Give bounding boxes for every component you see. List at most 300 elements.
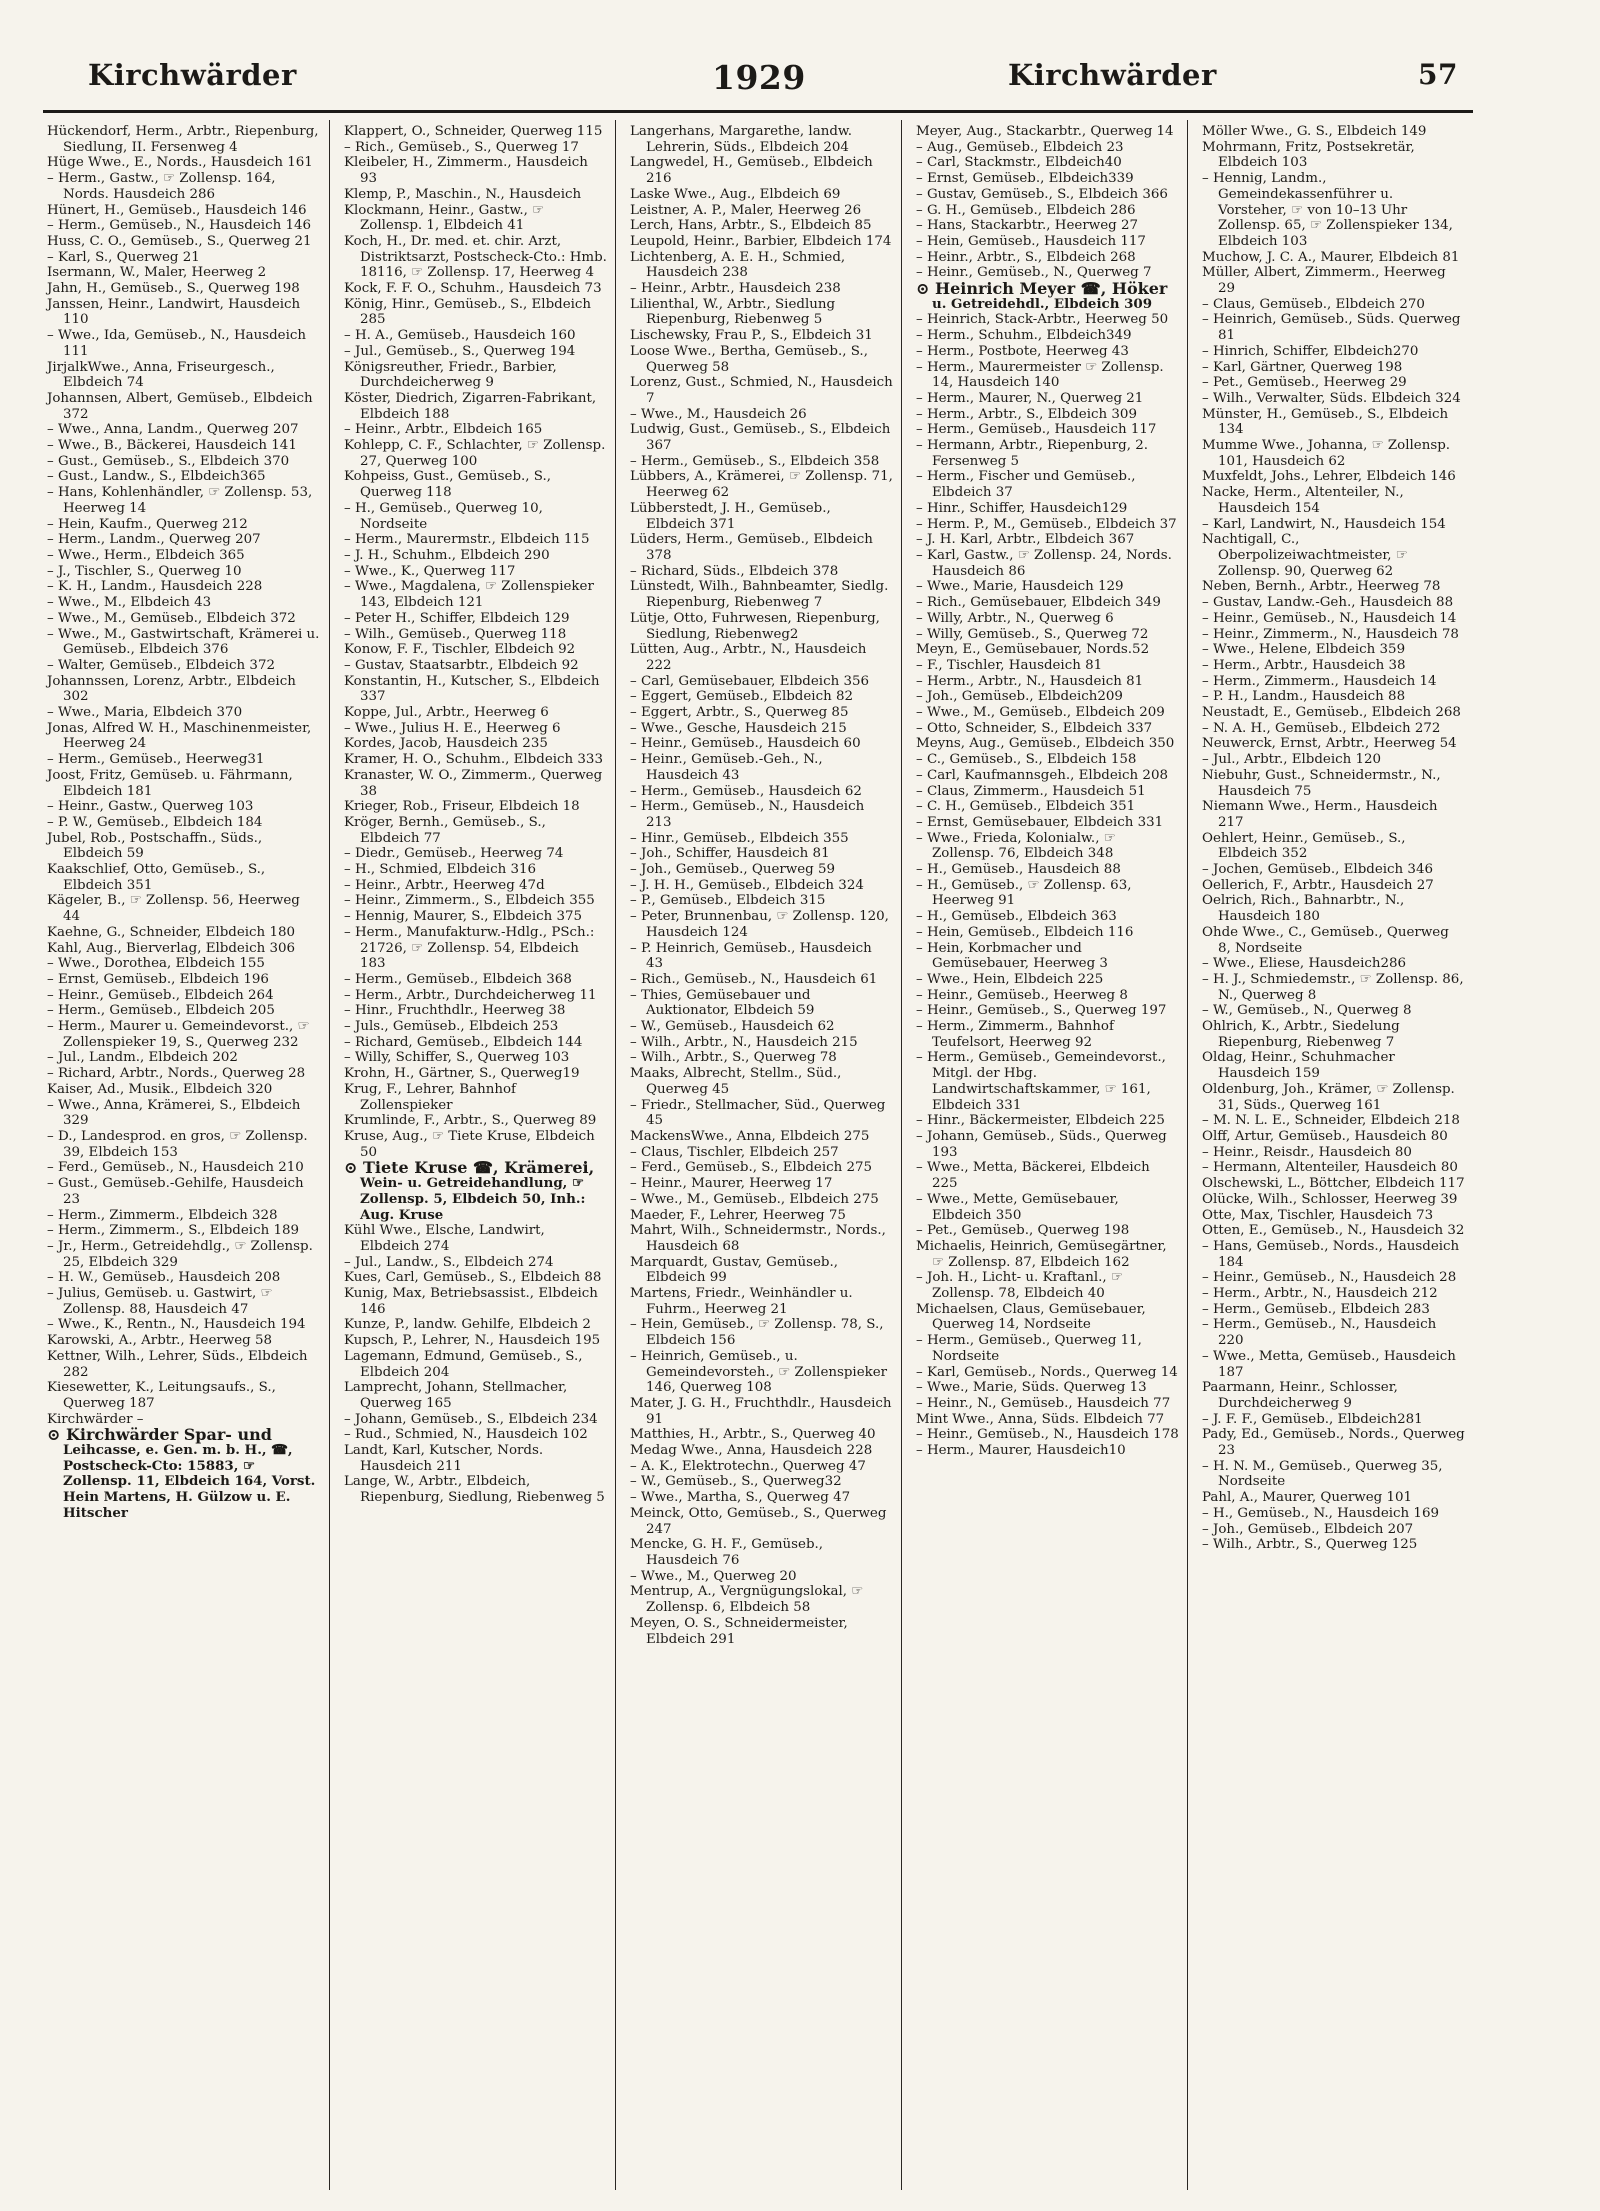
directory-entry: – Wwe., M., Hausdeich 26 — [630, 406, 807, 422]
directory-entry: Köster, Diedrich, Zigarren-Fabrikant, Elbdeich 188 — [344, 390, 597, 422]
directory-entry: Pahl, A., Maurer, Querweg 101 — [1202, 1490, 1413, 1506]
directory-entry: – Herm., Gemüseb., Gemeindevorst., Mitgl. der Hbg. Landwirtschaftskammer, ☞ 161, Elbdeich 331 — [916, 1050, 1166, 1113]
directory-entry: Maaks, Albrecht, Stellm., Süd., Querweg 45 — [630, 1066, 842, 1097]
directory-column-5 — [1187, 120, 1473, 2190]
directory-entry: – J. H., Schuhm., Elbdeich 290 — [344, 547, 550, 563]
directory-entry: – Heinr., Gemüseb., N., Querweg 7 — [916, 265, 1152, 281]
directory-entry: Matthies, H., Arbtr., S., Querweg 40 — [630, 1427, 876, 1443]
directory-entry: – Wwe., Julius H. E., Heerweg 6 — [344, 720, 561, 736]
directory-entry: – J. H. Karl, Arbtr., Elbdeich 367 — [916, 532, 1135, 548]
directory-entry: – M. N. L. E., Schneider, Elbdeich 218 — [1202, 1113, 1460, 1129]
directory-entry: – Jul., Arbtr., Elbdeich 120 — [1202, 752, 1382, 768]
directory-entry: Kordes, Jacob, Hausdeich 235 — [344, 736, 548, 752]
directory-entry: – Hein, Gemüseb., Elbdeich 116 — [916, 924, 1134, 940]
directory-entry: – A. K., Elektrotechn., Querweg 47 — [630, 1458, 866, 1474]
directory-entry: – H., Schmied, Elbdeich 316 — [344, 862, 537, 878]
directory-entry: Janssen, Heinr., Landwirt, Hausdeich 110 — [47, 296, 301, 328]
directory-entry: Lamprecht, Johann, Stellmacher, Querweg 165 — [344, 1380, 568, 1411]
directory-entry: Otten, E., Gemüseb., N., Hausdeich 32 — [1202, 1223, 1465, 1239]
directory-entry: Maeder, F., Lehrer, Heerweg 75 — [630, 1207, 846, 1223]
directory-entry: – Herm., Gemüseb., Heerweg31 — [47, 752, 265, 768]
directory-entry: – Ernst, Gemüsebauer, Elbdeich 331 — [916, 814, 1164, 830]
directory-entry: Olff, Artur, Gemüseb., Hausdeich 80 — [1202, 1129, 1448, 1144]
directory-entry: – Herm., Gemüseb., Elbdeich 283 — [1202, 1301, 1430, 1317]
directory-entry: – P. Heinrich, Gemüseb., Hausdeich 43 — [630, 940, 872, 972]
directory-column-2 — [329, 120, 615, 2190]
directory-entry: – Heinr., Reisdr., Hausdeich 80 — [1202, 1144, 1412, 1160]
directory-entry: Johannsen, Albert, Gemüseb., Elbdeich 372 — [47, 390, 313, 422]
directory-entry: – Joh., Schiffer, Hausdeich 81 — [630, 846, 830, 862]
directory-entry: Oldenburg, Joh., Krämer, ☞ Zollensp. 31, Süds., Querweg 161 — [1202, 1081, 1455, 1113]
directory-entry: – Johann, Gemüseb., S., Elbdeich 234 — [344, 1411, 598, 1427]
directory-entry: Ohde Wwe., C., Gemüseb., Querweg 8, Nordseite — [1202, 924, 1449, 956]
directory-entry: – Juls., Gemüseb., Elbdeich 253 — [344, 1019, 559, 1035]
directory-entry: – Heinr., Gemüseb., Hausdeich 60 — [630, 736, 861, 752]
directory-entry: – Friedr., Stellmacher, Süd., Querweg 45 — [630, 1097, 886, 1129]
directory-entry: – Heinr., Zimmerm., N., Hausdeich 78 — [1202, 626, 1459, 642]
directory-entry: Nacke, Herm., Altenteiler, N., Hausdeich 154 — [1202, 485, 1404, 516]
directory-entry: Krug, F., Lehrer, Bahnhof Zollenspieker — [344, 1081, 517, 1113]
directory-entry: Kröger, Bernh., Gemüseb., S., Elbdeich 77 — [344, 814, 546, 846]
directory-entry: – J. H. H., Gemüseb., Elbdeich 324 — [630, 877, 864, 893]
directory-entry: Jahn, H., Gemüseb., S., Querweg 198 — [47, 281, 300, 297]
directory-entry: – Wwe., Mette, Gemüsebauer, Elbdeich 350 — [916, 1191, 1119, 1223]
directory-entry: – Karl, Landwirt, N., Hausdeich 154 — [1202, 516, 1446, 532]
directory-entry: – Hein, Gemüseb., ☞ Zollensp. 78, S., Elbdeich 156 — [630, 1317, 884, 1349]
directory-entry: Kirchwärder – — [47, 1411, 144, 1427]
directory-entry: – D., Landesprod. en gros, ☞ Zollensp. 39, Elbdeich 153 — [47, 1129, 308, 1160]
directory-entry: Hünert, H., Gemüseb., Hausdeich 146 — [47, 202, 307, 218]
directory-entry: – Hinr., Bäckermeister, Elbdeich 225 — [916, 1113, 1165, 1129]
directory-entry: – N. A. H., Gemüseb., Elbdeich 272 — [1202, 720, 1441, 736]
directory-entry: – Wwe., M., Gemüseb., Elbdeich 372 — [47, 610, 296, 626]
directory-entry: – Wwe., M., Gastwirtschaft, Krämerei u. Gemüseb., Elbdeich 376 — [47, 626, 320, 658]
directory-entry: Lütten, Aug., Arbtr., N., Hausdeich 222 — [630, 642, 867, 673]
directory-entry: Müller, Albert, Zimmerm., Heerweg 29 — [1202, 265, 1446, 297]
directory-entry: – Herm., Manufakturw.-Hdlg., PSch.: 21726, ☞ Zollensp. 54, Elbdeich 183 — [344, 924, 595, 972]
directory-entry: Kaiser, Ad., Musik., Elbdeich 320 — [47, 1081, 273, 1097]
directory-entry: – Joh., Gemüseb., Elbdeich 207 — [1202, 1521, 1414, 1537]
directory-entry: – Otto, Schneider, S., Elbdeich 337 — [916, 720, 1153, 736]
directory-entry: Klemp, P., Maschin., N., Hausdeich — [344, 186, 582, 202]
directory-entry: – Hein, Gemüseb., Hausdeich 117 — [916, 233, 1146, 249]
directory-entry: Michaelsen, Claus, Gemüsebauer, Querweg 14, Nordseite — [916, 1301, 1146, 1333]
directory-entry: – Ferd., Gemüseb., N., Hausdeich 210 — [47, 1160, 304, 1176]
directory-entry: – Walter, Gemüseb., Elbdeich 372 — [47, 657, 275, 673]
directory-entry: – Herm., Maurer u. Gemeindevorst., ☞ Zollenspieker 19, S., Querweg 232 — [47, 1019, 310, 1050]
directory-entry: Lichtenberg, A. E. H., Schmied, Hausdeich 238 — [630, 249, 846, 281]
directory-entry: Meyn, E., Gemüsebauer, Nords.52 — [916, 642, 1150, 658]
directory-entry: – Herm., Zimmerm., Hausdeich 14 — [1202, 673, 1437, 689]
running-head-year: 1929 — [712, 58, 806, 97]
directory-entry: ⊙ Kirchwärder Spar- und Leihcasse, e. Gen. m. b. H., ☎, Postscheck-Cto: 15883, ☞ Zollensp. 11, Elbdeich 164, Vorst. Hein Martens, H. Gülzow u. E. Hitscher — [47, 1425, 316, 1521]
directory-entry: – Wwe., Frieda, Kolonialw., ☞ Zollensp. 76, Elbdeich 348 — [916, 830, 1116, 862]
directory-entry: Neuwerck, Ernst, Arbtr., Heerweg 54 — [1202, 736, 1457, 752]
directory-entry: – Wwe., Gesche, Hausdeich 215 — [630, 720, 847, 736]
directory-entry: – Karl, Gemüseb., Nords., Querweg 14 — [916, 1364, 1178, 1380]
directory-entry: – H., Gemüseb., Querweg 10, Nordseite — [344, 500, 543, 532]
directory-entry: – Herm., Gemüseb., Hausdeich 62 — [630, 783, 862, 799]
directory-entry: – Jul., Landm., Elbdeich 202 — [47, 1050, 238, 1066]
directory-entry: – Jochen, Gemüseb., Elbdeich 346 — [1202, 862, 1433, 878]
directory-entry: Laske Wwe., Aug., Elbdeich 69 — [630, 186, 841, 202]
directory-entry: – Herm., Maurermeister ☞ Zollensp. 14, Hausdeich 140 — [916, 359, 1164, 391]
directory-entry: – Herm., Arbtr., N., Hausdeich 81 — [916, 673, 1144, 689]
directory-entry: Kues, Carl, Gemüseb., S., Elbdeich 88 — [344, 1270, 602, 1286]
directory-entry: Langwedel, H., Gemüseb., Elbdeich 216 — [630, 155, 873, 187]
directory-entry: – Karl, S., Querweg 21 — [47, 249, 200, 265]
directory-entry: – Julius, Gemüseb. u. Gastwirt, ☞ Zollensp. 88, Hausdeich 47 — [47, 1286, 273, 1317]
directory-entry: Lütje, Otto, Fuhrwesen, Riepenburg, Siedlung, Riebenweg2 — [630, 610, 880, 642]
directory-entry: – Hinr., Gemüseb., Elbdeich 355 — [630, 830, 849, 846]
directory-entry: – Willy, Gemüseb., S., Querweg 72 — [916, 626, 1149, 642]
directory-entry: – Wwe., Anna, Krämerei, S., Elbdeich 329 — [47, 1097, 301, 1129]
directory-entry: – Wwe., K., Rentn., N., Hausdeich 194 — [47, 1317, 306, 1333]
directory-entry: – Wwe., B., Bäckerei, Hausdeich 141 — [47, 438, 297, 454]
directory-entry: Kunze, P., landw. Gehilfe, Elbdeich 2 — [344, 1317, 591, 1333]
directory-entry: – Wwe., Herm., Elbdeich 365 — [47, 547, 245, 563]
directory-entry: Lerch, Hans, Arbtr., S., Elbdeich 85 — [630, 218, 872, 234]
directory-entry: Lübbers, A., Krämerei, ☞ Zollensp. 71, Heerweg 62 — [630, 469, 893, 501]
directory-entry: – Wwe., Martha, S., Querweg 47 — [630, 1490, 851, 1506]
directory-entry: – Ernst, Gemüseb., Elbdeich 196 — [47, 971, 269, 987]
directory-entry: – P., Gemüseb., Elbdeich 315 — [630, 893, 826, 909]
directory-entry: – Gustav, Gemüseb., S., Elbdeich 366 — [916, 186, 1168, 202]
directory-entry: – Wwe., Magdalena, ☞ Zollenspieker 143, Elbdeich 121 — [344, 579, 594, 611]
directory-entry: – Wilh., Arbtr., S., Querweg 125 — [1202, 1537, 1418, 1553]
directory-entry: – Herm., Landm., Querweg 207 — [47, 532, 261, 548]
directory-entry: – Heinr., Gemüseb., N., Hausdeich 14 — [1202, 610, 1457, 626]
directory-entry: – Joh. H., Licht- u. Kraftanl., ☞ Zollensp. 78, Elbdeich 40 — [916, 1270, 1123, 1302]
directory-entry: – K. H., Landm., Hausdeich 228 — [47, 579, 263, 595]
directory-entry: – Wwe., Metta, Bäckerei, Elbdeich 225 — [916, 1160, 1150, 1192]
directory-entry: – Jul., Gemüseb., S., Querweg 194 — [344, 343, 576, 359]
directory-entry: – Herm., Arbtr., Durchdeicherweg 11 — [344, 987, 597, 1003]
directory-entry: Meyer, Aug., Stackarbtr., Querweg 14 — [916, 124, 1174, 139]
directory-entry: Kägeler, B., ☞ Zollensp. 56, Heerweg 44 — [47, 893, 300, 925]
directory-entry: – Jul., Landw., S., Elbdeich 274 — [344, 1254, 554, 1270]
directory-entry: – Hennig, Maurer, S., Elbdeich 375 — [344, 909, 583, 925]
directory-entry: – Wwe., Anna, Landm., Querweg 207 — [47, 422, 299, 438]
directory-entry: – Herm., Maurer, N., Querweg 21 — [916, 390, 1144, 406]
directory-entry: Königsreuther, Friedr., Barbier, Durchdeicherweg 9 — [344, 359, 557, 391]
directory-entry: Klappert, O., Schneider, Querweg 115 — [344, 124, 603, 139]
directory-entry: – Heinr., N., Gemüseb., Hausdeich 77 — [916, 1395, 1171, 1411]
directory-entry: Mater, J. G. H., Fruchthdlr., Hausdeich 91 — [630, 1395, 892, 1427]
directory-entry: Oellerich, F., Arbtr., Hausdeich 27 — [1202, 877, 1434, 893]
directory-column-4 — [901, 120, 1187, 2190]
directory-entry: – Willy, Arbtr., N., Querweg 6 — [916, 610, 1114, 626]
directory-entry: – Wwe., Marie, Süds. Querweg 13 — [916, 1380, 1147, 1396]
directory-entry: – Peter, Brunnenbau, ☞ Zollensp. 120, Hausdeich 124 — [630, 909, 889, 940]
directory-entry: – Diedr., Gemüseb., Heerweg 74 — [344, 846, 564, 862]
directory-entry: – P. W., Gemüseb., Elbdeich 184 — [47, 814, 263, 830]
directory-entry: Konstantin, H., Kutscher, S., Elbdeich 337 — [344, 673, 600, 705]
directory-entry: – Joh., Gemüseb., Elbdeich209 — [916, 689, 1123, 705]
directory-entry: Hückendorf, Herm., Arbtr., Riepenburg, Siedlung, II. Fersenweg 4 — [47, 124, 319, 155]
directory-entry: – Herm., Fischer und Gemüseb., Elbdeich 37 — [916, 469, 1136, 501]
directory-entry: – Herm., Schuhm., Elbdeich349 — [916, 328, 1132, 344]
directory-entry: – Gust., Gemüseb., S., Elbdeich 370 — [47, 453, 290, 469]
directory-entry: Kock, F. F. O., Schuhm., Hausdeich 73 — [344, 281, 602, 297]
directory-entry: Neustadt, E., Gemüseb., Elbdeich 268 — [1202, 705, 1461, 721]
directory-entry: – W., Gemüseb., S., Querweg32 — [630, 1474, 842, 1490]
directory-entry: – Herm., Gemüseb., N., Hausdeich 146 — [47, 218, 312, 234]
directory-entry: Joost, Fritz, Gemüseb. u. Fährmann, Elbdeich 181 — [47, 767, 293, 799]
directory-entry: Koppe, Jul., Arbtr., Heerweg 6 — [344, 705, 549, 721]
directory-entry: – Wilh., Arbtr., S., Querweg 78 — [630, 1050, 837, 1066]
directory-entry: Leistner, A. P., Maler, Heerweg 26 — [630, 202, 862, 218]
directory-entry: – Rich., Gemüsebauer, Elbdeich 349 — [916, 595, 1161, 611]
directory-entry: – Herm. P., M., Gemüseb., Elbdeich 37 — [916, 516, 1177, 532]
directory-entry: – Wwe., Marie, Hausdeich 129 — [916, 579, 1124, 595]
running-head-right: Kirchwärder — [1008, 58, 1217, 92]
directory-entry: Kleibeler, H., Zimmerm., Hausdeich 93 — [344, 155, 588, 187]
directory-entry: – Herm., Gemüseb., N., Hausdeich 213 — [630, 799, 865, 830]
directory-entry: – Herm., Gastw., ☞ Zollensp. 164, Nords. Hausdeich 286 — [47, 171, 276, 202]
directory-entry: – Herm., Zimmerm., Elbdeich 328 — [47, 1207, 278, 1223]
directory-entry: – Wilh., Arbtr., N., Hausdeich 215 — [630, 1034, 858, 1050]
directory-entry: – W., Gemüseb., Hausdeich 62 — [630, 1019, 835, 1035]
directory-entry: – Heinrich, Stack-Arbtr., Heerweg 50 — [916, 312, 1169, 328]
directory-entry: Kahl, Aug., Bierverlag, Elbdeich 306 — [47, 940, 296, 956]
directory-entry: – H., Gemüseb., Elbdeich 363 — [916, 909, 1117, 925]
directory-entry: Pady, Ed., Gemüseb., Nords., Querweg 23 — [1202, 1427, 1465, 1459]
directory-entry: – F., Tischler, Hausdeich 81 — [916, 657, 1103, 673]
directory-entry: – Wwe., K., Querweg 117 — [344, 563, 516, 579]
directory-entry: Klockmann, Heinr., Gastw., ☞ Zollensp. 1, Elbdeich 41 — [344, 202, 545, 234]
directory-entry: Mahrt, Wilh., Schneidermstr., Nords., Hausdeich 68 — [630, 1223, 886, 1254]
directory-entry: Meinck, Otto, Gemüseb., S., Querweg 247 — [630, 1505, 887, 1537]
directory-entry: – Carl, Stackmstr., Elbdeich40 — [916, 155, 1122, 171]
directory-entry: – Wwe., Dorothea, Elbdeich 155 — [47, 956, 265, 972]
directory-entry: – G. H., Gemüseb., Elbdeich 286 — [916, 202, 1136, 218]
directory-entry: Krumlinde, F., Arbtr., S., Querweg 89 — [344, 1113, 597, 1129]
directory-entry: – Heinr., Arbtr., Hausdeich 238 — [630, 281, 841, 297]
directory-entry: – Herm., Gemüseb., Elbdeich 205 — [47, 1003, 275, 1019]
directory-entry: Muchow, J. C. A., Maurer, Elbdeich 81 — [1202, 249, 1460, 265]
directory-entry: – Claus, Zimmerm., Hausdeich 51 — [916, 783, 1146, 799]
directory-entry: Mencke, G. H. F., Gemüseb., Hausdeich 76 — [630, 1537, 824, 1568]
directory-entry: – Heinr., Arbtr., Heerweg 47d — [344, 877, 545, 893]
directory-entry: – Hein, Korbmacher und Gemüsebauer, Heerweg 3 — [916, 940, 1108, 972]
directory-entry: – Wilh., Gemüseb., Querweg 118 — [344, 626, 567, 642]
directory-entry: – Wwe., M., Querweg 20 — [630, 1568, 797, 1584]
directory-entry: Lange, W., Arbtr., Elbdeich, Riepenburg, Siedlung, Riebenweg 5 — [344, 1474, 605, 1506]
directory-entry: Kohpeiss, Gust., Gemüseb., S., Querweg 118 — [344, 469, 551, 501]
directory-entry: Mint Wwe., Anna, Süds. Elbdeich 77 — [916, 1411, 1165, 1427]
directory-entry: – Herm., Arbtr., S., Elbdeich 309 — [916, 406, 1137, 422]
directory-entry: – Heinr., Gemüseb.-Geh., N., Hausdeich 43 — [630, 752, 823, 783]
directory-entry: – Gust., Gemüseb.-Gehilfe, Hausdeich 23 — [47, 1176, 304, 1207]
directory-entry: – Wwe., Eliese, Hausdeich286 — [1202, 956, 1407, 972]
directory-entry: – Heinr., Maurer, Heerweg 17 — [630, 1176, 833, 1192]
directory-entry: – Hinr., Fruchthdlr., Heerweg 38 — [344, 1003, 566, 1019]
directory-entry: Mohrmann, Fritz, Postsekretär, Elbdeich 103 — [1202, 139, 1415, 171]
directory-entry: – Carl, Gemüsebauer, Elbdeich 356 — [630, 673, 870, 689]
directory-entry: Kruse, Aug., ☞ Tiete Kruse, Elbdeich 50 — [344, 1129, 595, 1160]
directory-entry: Meyns, Aug., Gemüseb., Elbdeich 350 — [916, 736, 1175, 752]
directory-entry: Niebuhr, Gust., Schneidermstr., N., Hausdeich 75 — [1202, 767, 1441, 799]
directory-entry: – Eggert, Arbtr., S., Querweg 85 — [630, 705, 849, 721]
directory-entry: – J., Tischler, S., Querweg 10 — [47, 563, 242, 579]
directory-entry: – Heinr., Arbtr., Elbdeich 165 — [344, 422, 543, 438]
directory-entry: – H. N. M., Gemüseb., Querweg 35, Nordseite — [1202, 1458, 1443, 1490]
directory-entry: Landt, Karl, Kutscher, Nords. Hausdeich 211 — [344, 1443, 544, 1474]
directory-entry: Muxfeldt, Johs., Lehrer, Elbdeich 146 — [1202, 469, 1456, 485]
directory-entry: ⊙ Heinrich Meyer ☎, Höker u. Getreidehdl., Elbdeich 309 — [916, 279, 1168, 312]
directory-entry: Koch, H., Dr. med. et. chir. Arzt, Distriktsarzt, Postscheck-Cto.: Hmb. 18116, ☞ Zollensp. 17, Heerweg 4 — [344, 233, 607, 281]
directory-entry: Otte, Max, Tischler, Hausdeich 73 — [1202, 1207, 1434, 1223]
directory-entry: – Johann, Gemüseb., Süds., Querweg 193 — [916, 1129, 1167, 1160]
directory-entry: – Wwe., Metta, Gemüseb., Hausdeich 187 — [1202, 1348, 1456, 1380]
directory-entry: – H., Gemüseb., N., Hausdeich 169 — [1202, 1505, 1439, 1521]
directory-entry: Neben, Bernh., Arbtr., Heerweg 78 — [1202, 579, 1441, 595]
directory-entry: – Heinr., Arbtr., S., Elbdeich 268 — [916, 249, 1136, 265]
directory-entry: – P. H., Landm., Hausdeich 88 — [1202, 689, 1406, 705]
directory-entry: Lübberstedt, J. H., Gemüseb., Elbdeich 371 — [630, 500, 831, 532]
directory-entry: Ohlrich, K., Arbtr., Siedelung Riepenburg, Riebenweg 7 — [1202, 1019, 1400, 1050]
directory-entry: Konow, F. F., Tischler, Elbdeich 92 — [344, 642, 576, 658]
directory-entry: – Heinrich, Gemüseb., u. Gemeindevorsteh., ☞ Zollenspieker 146, Querweg 108 — [630, 1348, 888, 1396]
directory-entry: Lilienthal, W., Arbtr., Siedlung Riepenburg, Riebenweg 5 — [630, 296, 836, 328]
directory-entry: Johannssen, Lorenz, Arbtr., Elbdeich 302 — [47, 673, 296, 705]
directory-entry: – Herm., Arbtr., N., Hausdeich 212 — [1202, 1286, 1438, 1302]
directory-entry: – Herm., Maurer, Hausdeich10 — [916, 1443, 1126, 1459]
directory-entry: Jubel, Rob., Postschaffn., Süds., Elbdeich 59 — [47, 830, 263, 862]
directory-entry: Hüge Wwe., E., Nords., Hausdeich 161 — [47, 155, 313, 171]
directory-entry: – Joh., Gemüseb., Querweg 59 — [630, 862, 836, 878]
directory-entry: – Ernst, Gemüseb., Elbdeich339 — [916, 171, 1134, 187]
directory-entry: – Richard, Gemüseb., Elbdeich 144 — [344, 1034, 583, 1050]
directory-entry: – Herm., Gemüseb., Elbdeich 368 — [344, 971, 572, 987]
directory-entry: Lagemann, Edmund, Gemüseb., S., Elbdeich 204 — [344, 1348, 583, 1380]
directory-entry: – Richard, Süds., Elbdeich 378 — [630, 563, 839, 579]
directory-entry: – Pet., Gemüseb., Querweg 198 — [916, 1223, 1130, 1239]
directory-columns — [43, 120, 1475, 2190]
directory-entry: – Aug., Gemüseb., Elbdeich 23 — [916, 139, 1124, 155]
directory-entry: Marquardt, Gustav, Gemüseb., Elbdeich 99 — [630, 1254, 839, 1286]
directory-entry: – Hans, Kohlenhändler, ☞ Zollensp. 53, Heerweg 14 — [47, 485, 313, 516]
directory-entry: Kramer, H. O., Schuhm., Elbdeich 333 — [344, 752, 603, 768]
directory-entry: – Ferd., Gemüseb., S., Elbdeich 275 — [630, 1160, 873, 1176]
directory-entry: – Hermann, Altenteiler, Hausdeich 80 — [1202, 1160, 1458, 1176]
directory-entry: Karowski, A., Arbtr., Heerweg 58 — [47, 1333, 273, 1349]
directory-entry: Olücke, Wilh., Schlosser, Heerweg 39 — [1202, 1191, 1458, 1207]
directory-entry: – Wwe., Ida, Gemüseb., N., Hausdeich 111 — [47, 328, 306, 359]
directory-entry: – Hennig, Landm., Gemeindekassenführer u. Vorsteher, ☞ von 10–13 Uhr Zollensp. 65, ☞ Zollenspieker 134, Elbdeich 103 — [1202, 171, 1453, 249]
directory-entry: – Hans, Gemüseb., Nords., Hausdeich 184 — [1202, 1238, 1460, 1270]
directory-entry: Oehlert, Heinr., Gemüseb., S., Elbdeich 352 — [1202, 830, 1406, 862]
directory-entry: – H., Gemüseb., ☞ Zollensp. 63, Heerweg 91 — [916, 877, 1132, 909]
directory-entry: – Claus, Tischler, Elbdeich 257 — [630, 1144, 839, 1160]
directory-entry: – Wwe., M., Gemüseb., Elbdeich 209 — [916, 705, 1165, 721]
directory-entry: – Heinr., Gemüseb., Heerweg 8 — [916, 987, 1128, 1003]
directory-entry: – H. W., Gemüseb., Hausdeich 208 — [47, 1270, 281, 1286]
directory-entry: – Willy, Schiffer, S., Querweg 103 — [344, 1050, 570, 1066]
directory-entry: Möller Wwe., G. S., Elbdeich 149 — [1202, 124, 1427, 139]
directory-entry: – Herm., Gemüseb., N., Hausdeich 220 — [1202, 1317, 1437, 1349]
directory-entry: Jonas, Alfred W. H., Maschinenmeister, Heerweg 24 — [47, 720, 312, 752]
directory-entry: Leupold, Heinr., Barbier, Elbdeich 174 — [630, 233, 892, 249]
directory-entry: – Wilh., Verwalter, Süds. Elbdeich 324 — [1202, 390, 1461, 406]
directory-entry: JirjalkWwe., Anna, Friseurgesch., Elbdeich 74 — [47, 359, 275, 391]
directory-entry: Olschewski, L., Böttcher, Elbdeich 117 — [1202, 1176, 1465, 1192]
directory-entry: Michaelis, Heinrich, Gemüsegärtner, ☞ Zollensp. 87, Elbdeich 162 — [916, 1238, 1167, 1270]
directory-column-1 — [43, 120, 329, 2190]
directory-entry: Kohlepp, C. F., Schlachter, ☞ Zollensp. 27, Querweg 100 — [344, 438, 606, 469]
directory-entry: – Heinr., Gemüseb., Elbdeich 264 — [47, 987, 274, 1003]
running-head-left: Kirchwärder — [88, 58, 297, 92]
directory-entry: Langerhans, Margarethe, landw. Lehrerin, Süds., Elbdeich 204 — [630, 124, 853, 155]
directory-entry: – Gust., Landw., S., Elbdeich365 — [47, 469, 266, 485]
directory-entry: Kupsch, P., Lehrer, N., Hausdeich 195 — [344, 1333, 601, 1349]
directory-entry: – C. H., Gemüseb., Elbdeich 351 — [916, 799, 1136, 815]
directory-entry: – H. J., Schmiedemstr., ☞ Zollensp. 86, N., Querweg 8 — [1202, 971, 1464, 1003]
directory-entry: Lorenz, Gust., Schmied, N., Hausdeich 7 — [630, 375, 893, 406]
directory-entry: Martens, Friedr., Weinhändler u. Fuhrm., Heerweg 21 — [630, 1286, 853, 1317]
directory-entry: Oldag, Heinr., Schuhmacher Hausdeich 159 — [1202, 1050, 1395, 1082]
directory-entry: – Hein, Kaufm., Querweg 212 — [47, 516, 248, 532]
directory-entry: – Heinr., Gemüseb., N., Hausdeich 28 — [1202, 1270, 1457, 1286]
directory-entry: Mumme Wwe., Johanna, ☞ Zollensp. 101, Hausdeich 62 — [1202, 438, 1451, 469]
directory-entry: Niemann Wwe., Herm., Hausdeich 217 — [1202, 799, 1438, 830]
directory-entry: Kettner, Wilh., Lehrer, Süds., Elbdeich 282 — [47, 1348, 308, 1380]
directory-entry: – Wwe., Maria, Elbdeich 370 — [47, 705, 243, 721]
directory-entry: – Pet., Gemüseb., Heerweg 29 — [1202, 375, 1407, 391]
directory-entry: – Gustav, Staatsarbtr., Elbdeich 92 — [344, 657, 579, 673]
directory-entry: – Herm., Arbtr., Hausdeich 38 — [1202, 657, 1406, 673]
directory-entry: Kaakschlief, Otto, Gemüseb., S., Elbdeich 351 — [47, 862, 266, 893]
page-number: 57 — [1418, 58, 1458, 91]
directory-entry: – Carl, Kaufmannsgeh., Elbdeich 208 — [916, 767, 1168, 783]
directory-entry: – Hans, Stackarbtr., Heerweg 27 — [916, 218, 1138, 234]
directory-entry: Kühl Wwe., Elsche, Landwirt, Elbdeich 274 — [344, 1223, 545, 1254]
directory-entry: – W., Gemüseb., N., Querweg 8 — [1202, 1003, 1412, 1019]
directory-entry: – Herm., Zimmerm., S., Elbdeich 189 — [47, 1223, 300, 1239]
directory-entry: – J. F. F., Gemüseb., Elbdeich281 — [1202, 1411, 1423, 1427]
directory-entry: – Karl, Gastw., ☞ Zollensp. 24, Nords. Hausdeich 86 — [916, 547, 1172, 579]
directory-entry: – C., Gemüseb., S., Elbdeich 158 — [916, 752, 1137, 768]
directory-entry: Mentrup, A., Vergnügungslokal, ☞ Zollensp. 6, Elbdeich 58 — [630, 1584, 864, 1616]
directory-entry: – Rich., Gemüseb., N., Hausdeich 61 — [630, 971, 878, 987]
directory-entry: Kiesewetter, K., Leitungsaufs., S., Querweg 187 — [47, 1380, 276, 1411]
directory-entry: – Rich., Gemüseb., S., Querweg 17 — [344, 139, 579, 155]
directory-entry: – Wwe., M., Elbdeich 43 — [47, 595, 212, 611]
directory-entry: Krieger, Rob., Friseur, Elbdeich 18 — [344, 799, 580, 815]
page-header — [40, 58, 1480, 104]
directory-entry: – Peter H., Schiffer, Elbdeich 129 — [344, 610, 570, 626]
directory-column-3 — [615, 120, 901, 2190]
directory-entry: – Heinrich, Gemüseb., Süds. Querweg 81 — [1202, 312, 1461, 344]
directory-entry: – H., Gemüseb., Hausdeich 88 — [916, 862, 1121, 878]
directory-entry: Loose Wwe., Bertha, Gemüseb., S., Querweg 58 — [630, 343, 868, 375]
directory-entry: – Herm., Maurermstr., Elbdeich 115 — [344, 532, 590, 548]
directory-entry: Paarmann, Heinr., Schlosser, Durchdeicherweg 9 — [1202, 1380, 1398, 1411]
directory-entry: Isermann, W., Maler, Heerweg 2 — [47, 265, 267, 281]
directory-entry: Lüders, Herm., Gemüseb., Elbdeich 378 — [630, 532, 873, 563]
directory-entry: Huss, C. O., Gemüseb., S., Querweg 21 — [47, 233, 312, 249]
directory-entry: – Herm., Gemüseb., Hausdeich 117 — [916, 422, 1157, 438]
directory-entry: – Wwe., Helene, Elbdeich 359 — [1202, 642, 1406, 658]
directory-entry: Medag Wwe., Anna, Hausdeich 228 — [630, 1443, 873, 1459]
directory-entry: – Claus, Gemüseb., Elbdeich 270 — [1202, 296, 1425, 312]
directory-entry: – Karl, Gärtner, Querweg 198 — [1202, 359, 1403, 375]
directory-entry: – Herm., Gemüseb., Querweg 11, Nordseite — [916, 1333, 1142, 1364]
directory-entry: Kaehne, G., Schneider, Elbdeich 180 — [47, 924, 296, 940]
directory-entry: – Heinr., Gemüseb., N., Hausdeich 178 — [916, 1427, 1179, 1443]
directory-entry: – H. A., Gemüseb., Hausdeich 160 — [344, 328, 576, 344]
